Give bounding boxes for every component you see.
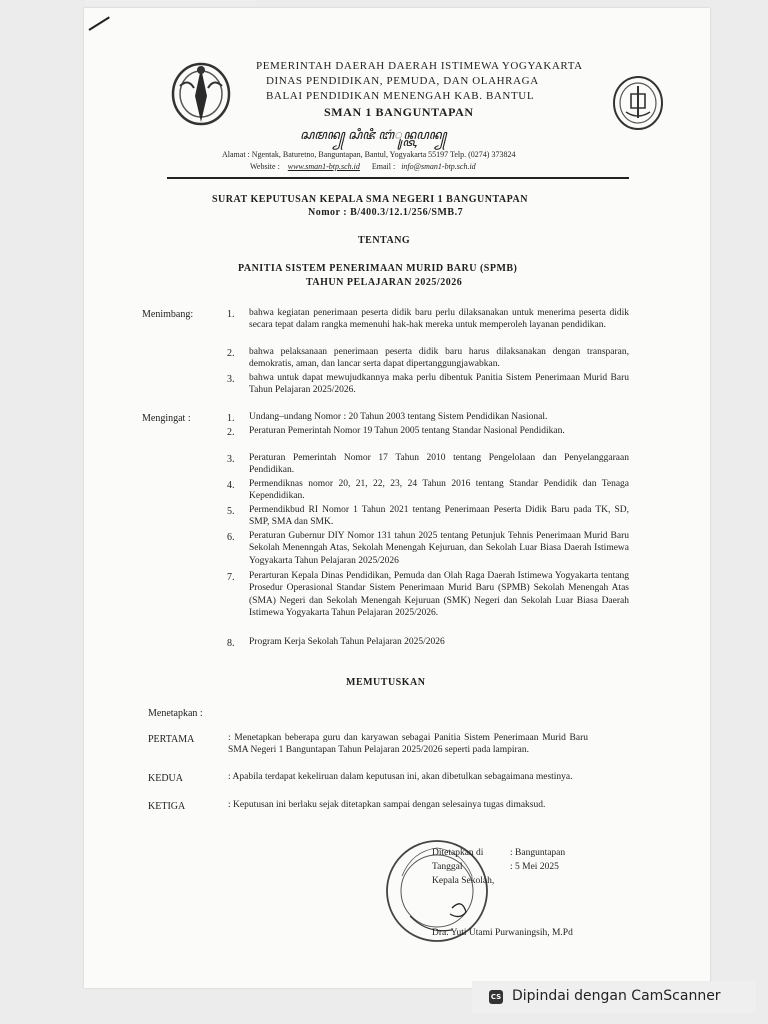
menimbang-item: bahwa untuk dapat mewujudkannya maka perlu dibentuk Panitia Sistem Penerimaan Murid Baru Tahun Pelajaran 2025/2026.: [249, 373, 629, 396]
mengingat-item: Undang–undang Nomor : 20 Tahun 2003 tentang Sistem Pendidikan Nasional.: [249, 412, 548, 422]
header-line-3: BALAI PENDIDIKAN MENENGAH KAB. BANTUL: [266, 90, 535, 102]
email-label: Email :: [371, 162, 396, 171]
signer-role: Kepala Sekolah,: [432, 876, 495, 886]
pertama-label: PERTAMA: [148, 734, 195, 745]
website-link[interactable]: www.sman1-btp.sch.id: [287, 162, 360, 171]
decree-title: SURAT KEPUTUSAN KEPALA SMA NEGERI 1 BANGUNTAPAN: [212, 194, 528, 205]
school-name: SMAN 1 BANGUNTAPAN: [324, 105, 474, 119]
list-number: 2.: [227, 348, 235, 359]
camscanner-text: Dipindai dengan CamScanner: [512, 988, 721, 1004]
tentang-heading: TENTANG: [358, 235, 411, 246]
list-number: 6.: [227, 532, 235, 543]
mengingat-item: Perarturan Kepala Dinas Pendidikan, Pemuda dan Olah Raga Daerah Istimewa Yogyakarta tentang Prosedur Operasional Standar Sistem Penerimaan Murid Baru (SPMB) Sekolah Menengah Atas (SMA) Negeri dan Sekolah Menengah Kejuruan (SMK) Negeri dan Sekolah Luar Biasa Daerah Istimewa Yogyakarta Tahun Pelajaran 2025/2026.: [249, 571, 629, 619]
tanggal-label: Tanggal: [432, 862, 463, 872]
list-number: 8.: [227, 638, 235, 649]
list-number: 7.: [227, 572, 235, 583]
signer-name: Dra. Yuti Utami Purwaningsih, M.Pd: [432, 928, 573, 938]
list-number: 5.: [227, 506, 235, 517]
memutuskan-heading: MEMUTUSKAN: [346, 677, 426, 688]
menimbang-item: bahwa kegiatan penerimaan peserta didik baru perlu dilaksanakan untuk menerima peserta didik secara tepat dalam rangka memenuhi hak-hak mereka untuk memperoleh layanan pendidikan.: [249, 308, 629, 331]
list-number: 3.: [227, 374, 235, 385]
ditetapkan-label: Ditetapkan di: [432, 848, 484, 858]
menetapkan-label: Menetapkan :: [148, 708, 203, 719]
menimbang-label: Menimbang:: [142, 309, 194, 320]
website-line: [250, 162, 476, 171]
list-number: 1.: [227, 309, 235, 320]
email-link[interactable]: info@sman1-btp.sch.id: [401, 162, 476, 171]
ditetapkan-value: : Banguntapan: [510, 848, 566, 858]
list-number: 1.: [227, 413, 235, 424]
subject-line-2: TAHUN PELAJARAN 2025/2026: [306, 277, 463, 288]
camscanner-logo: CS: [489, 990, 503, 1004]
menimbang-item: bahwa pelaksanaan penerimaan peserta didik baru harus dilaksanakan dengan transparan, demokratis, aman, dan lancar serta dapat dipertanggungjawabkan.: [249, 347, 629, 370]
kedua-text: : Apabila terdapat kekeliruan dalam keputusan ini, akan dibetulkan sebagaimana mestinya.: [228, 772, 573, 782]
mengingat-item: Permendiknas nomor 20, 21, 22, 23, 24 Tahun 2016 tentang Standar Pendidik dan Tenaga Kependidikan.: [249, 479, 629, 502]
address: Alamat : Ngentak, Baturetno, Banguntapan, Bantul, Yogyakarta 55197 Telp. (0274) 373824: [222, 150, 516, 159]
school-logo: [611, 74, 665, 132]
mengingat-item: Peraturan Gubernur DIY Nomor 131 tahun 2025 tentang Petunjuk Tehnis Penerimaan Murid Baru Sekolah Menenngah Atas, Sekolah Menengah Kejuruan, dan Sekolah Luar Biasa Daerah Istimewa Yogyakarta Tahun Pelajaran 2025/2026: [249, 531, 629, 566]
ketiga-text: : Keputusan ini berlaku sejak ditetapkan sampai dengan selesainya tugas dimaksud.: [228, 800, 546, 810]
javanese-script: ꦱꦩꦤ꧀ ꦱꦶꦗꦶ ꦧꦁꦸꦤ꧀ꦠꦥꦤ꧀: [300, 127, 447, 142]
header-line-2: DINAS PENDIDIKAN, PEMUDA, DAN OLAHRAGA: [266, 75, 539, 87]
mengingat-item: Peraturan Pemerintah Nomor 19 Tahun 2005 tentang Standar Nasional Pendidikan.: [249, 426, 565, 436]
list-number: 4.: [227, 480, 235, 491]
top-edge-mark: [86, 0, 256, 6]
header-line-1: PEMERINTAH DAERAH DAERAH ISTIMEWA YOGYAKARTA: [256, 60, 583, 72]
decree-number: Nomor : B/400.3/12.1/256/SMB.7: [308, 207, 464, 218]
pertama-text: : Menetapkan beberapa guru dan karyawan sebagai Panitia Sistem Penerimaan Murid Baru SMA Negeri 1 Banguntapan Tahun Pelajaran 2025/2026 seperti pada lampiran.: [228, 733, 588, 756]
kedua-label: KEDUA: [148, 773, 183, 784]
diy-emblem-logo: [166, 56, 236, 130]
list-number: 2.: [227, 427, 235, 438]
header-rule: [167, 177, 629, 179]
subject-line-1: PANITIA SISTEM PENERIMAAN MURID BARU (SPMB): [238, 263, 518, 274]
tanggal-value: : 5 Mei 2025: [510, 862, 559, 872]
list-number: 3.: [227, 454, 235, 465]
website-label: Website :: [250, 162, 280, 171]
mengingat-item: Program Kerja Sekolah Tahun Pelajaran 2025/2026: [249, 637, 445, 647]
mengingat-label: Mengingat :: [142, 413, 191, 424]
mengingat-item: Peraturan Pemerintah Nomor 17 Tahun 2010 tentang Pengelolaan dan Penyelanggaraan Pendidikan.: [249, 453, 629, 476]
ketiga-label: KETIGA: [148, 801, 186, 812]
mengingat-item: Permendikbud RI Nomor 1 Tahun 2021 tentang Penerimaan Peserta Didik Baru pada TK, SD, SMP, SMA dan SMK.: [249, 505, 629, 528]
